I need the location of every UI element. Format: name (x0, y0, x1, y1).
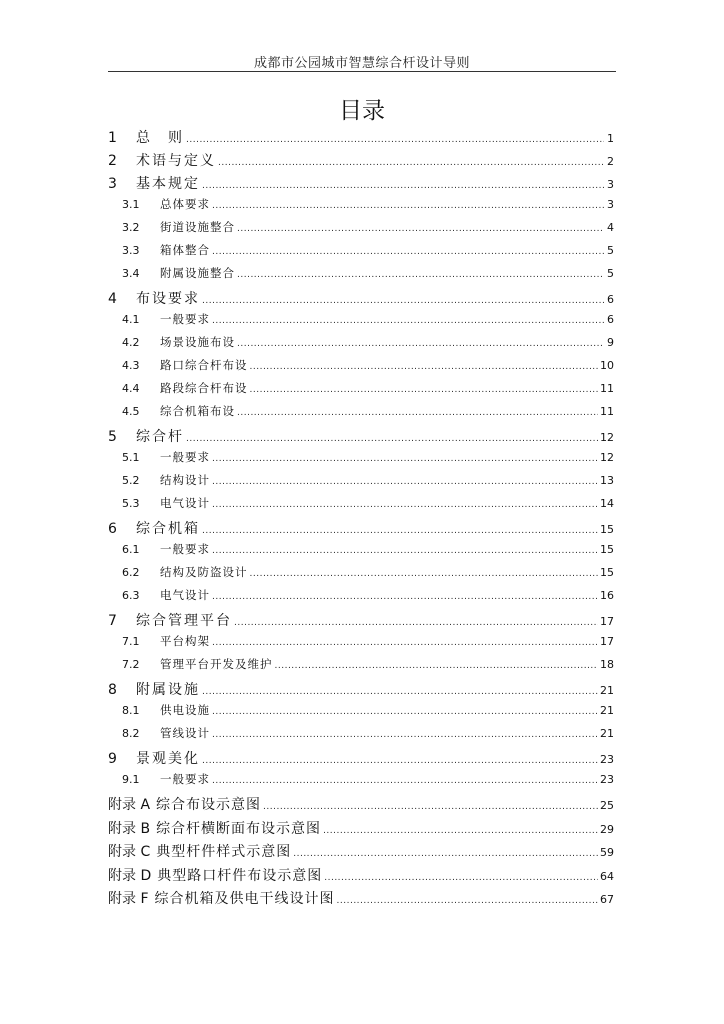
toc-entry-title: 一般要求 (160, 450, 210, 464)
toc-entry-number: 附录 B (108, 820, 151, 837)
dot-leader (337, 896, 598, 906)
toc-entry-page-number: 13 (600, 474, 614, 487)
toc-entry[interactable] (108, 219, 614, 242)
toc-entry[interactable] (108, 173, 614, 196)
dot-leader (212, 707, 598, 717)
toc-entry-number: 4.2 (122, 336, 140, 349)
toc-entry-page-number: 23 (600, 753, 614, 766)
toc-entry-number: 3.1 (122, 198, 140, 211)
dot-leader (263, 802, 598, 812)
table-of-contents (108, 127, 614, 912)
dot-leader (250, 569, 599, 579)
toc-entry-number: 3.2 (122, 221, 140, 234)
toc-entry-title: 电气设计 (160, 588, 210, 602)
dot-leader (202, 181, 604, 191)
toc-entry[interactable] (108, 403, 614, 426)
toc-entry[interactable] (108, 380, 614, 403)
toc-entry-number: 4.4 (122, 382, 140, 395)
toc-entry[interactable] (108, 265, 614, 288)
toc-entry-title: 综合机箱 (136, 521, 200, 537)
toc-entry-page-number: 2 (607, 155, 614, 168)
toc-entry-number: 8.1 (122, 704, 140, 717)
dot-leader (237, 408, 598, 418)
toc-entry-page-number: 10 (600, 359, 614, 372)
toc-entry-title: 附属设施 (136, 682, 200, 698)
toc-entry-title: 箱体整合 (160, 243, 210, 257)
toc-entry-title: 典型杆件样式示意图 (156, 844, 292, 860)
toc-entry[interactable] (108, 541, 614, 564)
dot-leader (250, 362, 599, 372)
toc-entry-title: 结构及防盗设计 (160, 565, 248, 579)
toc-entry-number: 5.3 (122, 497, 140, 510)
toc-entry-title: 路口综合杆布设 (160, 358, 248, 372)
toc-entry[interactable] (108, 748, 614, 771)
dot-leader (186, 434, 598, 444)
toc-entry-page-number: 29 (600, 822, 614, 836)
toc-entry-number: 3.4 (122, 267, 140, 280)
toc-entry[interactable] (108, 518, 614, 541)
toc-entry-title: 典型路口杆件布设示意图 (157, 867, 323, 884)
toc-entry[interactable] (108, 150, 614, 173)
toc-entry-page-number: 3 (607, 178, 614, 191)
toc-entry-page-number: 15 (600, 566, 614, 579)
toc-entry[interactable] (108, 357, 614, 380)
toc-entry-title: 综合机箱及供电干线设计图 (154, 891, 335, 907)
toc-entry-title: 平台构架 (160, 634, 210, 648)
running-header: 成都市公园城市智慧综合杆设计导则 (253, 56, 470, 71)
toc-entry-page-number: 21 (600, 684, 614, 697)
toc-entry[interactable] (108, 288, 614, 311)
toc-entry-title: 布设要求 (136, 291, 200, 307)
toc-entry[interactable] (108, 472, 614, 495)
toc-entry[interactable] (108, 242, 614, 265)
dot-leader (186, 135, 604, 145)
toc-entry-number: 附录 F (108, 891, 149, 907)
toc-entry-number: 6 (108, 521, 117, 537)
toc-heading: 目录 (339, 98, 385, 124)
toc-entry-page-number: 21 (600, 704, 614, 717)
toc-entry-title: 管理平台开发及维护 (160, 657, 273, 671)
toc-entry-number: 4.1 (122, 313, 140, 326)
toc-entry-title: 场景设施布设 (160, 335, 235, 349)
toc-entry[interactable] (108, 633, 614, 656)
toc-entry-number: 9.1 (122, 773, 140, 786)
toc-entry-page-number: 18 (600, 658, 614, 671)
dot-leader (212, 477, 598, 487)
toc-entry-title: 路段综合杆布设 (160, 381, 248, 395)
toc-entry[interactable] (108, 888, 614, 912)
toc-entry[interactable] (108, 311, 614, 334)
dot-leader (212, 500, 598, 510)
dot-leader (202, 526, 598, 536)
toc-entry-title: 一般要求 (160, 312, 210, 326)
toc-entry[interactable] (108, 656, 614, 679)
toc-entry-number: 2 (108, 153, 117, 169)
toc-entry-page-number: 12 (600, 431, 614, 444)
header-divider (108, 71, 616, 72)
toc-entry-page-number: 11 (600, 405, 614, 418)
toc-entry-number: 9 (108, 751, 117, 767)
dot-leader (237, 224, 604, 234)
toc-entry-page-number: 12 (600, 451, 614, 464)
dot-leader (212, 316, 604, 326)
toc-entry[interactable] (108, 818, 614, 842)
dot-leader (202, 687, 598, 697)
toc-entry-number: 3 (108, 176, 117, 192)
toc-entry[interactable] (108, 495, 614, 518)
toc-entry[interactable] (108, 865, 614, 889)
toc-entry-page-number: 15 (600, 543, 614, 556)
toc-entry-page-number: 67 (600, 893, 614, 906)
toc-entry-title: 总 则 (136, 130, 184, 146)
toc-entry-title: 一般要求 (160, 542, 210, 556)
toc-entry[interactable] (108, 679, 614, 702)
toc-entry-page-number: 11 (600, 382, 614, 395)
dot-leader (275, 661, 599, 671)
toc-entry-number: 3.3 (122, 244, 140, 257)
toc-entry-number: 4 (108, 291, 117, 307)
dot-leader (212, 730, 598, 740)
dot-leader (250, 385, 599, 395)
toc-entry-title: 供电设施 (160, 703, 210, 717)
toc-entry-number: 7.2 (122, 658, 140, 671)
dot-leader (212, 546, 598, 556)
toc-entry-page-number: 15 (600, 523, 614, 536)
toc-entry-page-number: 6 (607, 293, 614, 306)
toc-entry-title: 街道设施整合 (160, 220, 235, 234)
toc-entry-number: 8.2 (122, 727, 140, 740)
toc-entry-title: 管线设计 (160, 726, 210, 740)
toc-entry-page-number: 6 (607, 313, 614, 326)
toc-entry-title: 总体要求 (160, 197, 210, 211)
toc-entry-number: 5.1 (122, 451, 140, 464)
toc-entry-page-number: 64 (600, 869, 614, 883)
toc-entry[interactable] (108, 449, 614, 472)
toc-entry-title: 综合杆横断面布设示意图 (156, 820, 322, 837)
toc-entry-title: 结构设计 (160, 473, 210, 487)
dot-leader (202, 296, 604, 306)
toc-entry-title: 综合布设示意图 (156, 797, 262, 813)
toc-entry[interactable] (108, 127, 614, 150)
toc-entry-number: 8 (108, 682, 117, 698)
toc-entry-title: 术语与定义 (136, 153, 216, 169)
dot-leader (212, 247, 604, 257)
toc-entry-page-number: 5 (607, 267, 614, 280)
toc-entry-number: 7.1 (122, 635, 140, 648)
toc-entry[interactable] (108, 564, 614, 587)
toc-entry[interactable] (108, 196, 614, 219)
dot-leader (212, 776, 598, 786)
toc-entry[interactable] (108, 334, 614, 357)
dot-leader (237, 339, 604, 349)
toc-entry-number: 5 (108, 429, 117, 445)
toc-entry-number: 5.2 (122, 474, 140, 487)
toc-entry-title: 电气设计 (160, 496, 210, 510)
toc-entry-number: 6.2 (122, 566, 140, 579)
toc-entry-page-number: 21 (600, 727, 614, 740)
dot-leader (234, 618, 598, 628)
toc-entry-number: 6.1 (122, 543, 140, 556)
dot-leader (324, 873, 598, 883)
dot-leader (218, 158, 604, 168)
toc-entry-page-number: 25 (600, 799, 614, 812)
dot-leader (212, 592, 598, 602)
toc-entry-page-number: 59 (600, 846, 614, 859)
toc-entry-page-number: 23 (600, 773, 614, 786)
toc-entry-page-number: 5 (607, 244, 614, 257)
toc-entry-page-number: 17 (600, 635, 614, 648)
toc-entry-title: 综合管理平台 (136, 613, 232, 629)
toc-entry[interactable] (108, 841, 614, 865)
toc-entry-page-number: 1 (607, 132, 614, 145)
toc-entry[interactable] (108, 702, 614, 725)
toc-entry-page-number: 14 (600, 497, 614, 510)
dot-leader (293, 849, 598, 859)
toc-entry-page-number: 3 (607, 198, 614, 211)
toc-entry-title: 综合机箱布设 (160, 404, 235, 418)
toc-entry-title: 综合杆 (136, 429, 184, 445)
dot-leader (212, 638, 598, 648)
toc-entry[interactable] (108, 725, 614, 748)
dot-leader (323, 826, 598, 836)
toc-entry-title: 一般要求 (160, 772, 210, 786)
toc-entry-page-number: 16 (600, 589, 614, 602)
toc-entry-number: 6.3 (122, 589, 140, 602)
toc-entry-number: 附录 C (108, 844, 151, 860)
toc-entry-number: 7 (108, 613, 117, 629)
toc-entry[interactable] (108, 771, 614, 794)
toc-entry-page-number: 4 (607, 221, 614, 234)
toc-entry[interactable] (108, 587, 614, 610)
dot-leader (212, 201, 604, 211)
toc-entry-title: 附属设施整合 (160, 266, 235, 280)
dot-leader (212, 454, 598, 464)
toc-entry-number: 附录 D (108, 867, 152, 884)
toc-entry[interactable] (108, 610, 614, 633)
dot-leader (202, 756, 598, 766)
dot-leader (237, 270, 604, 280)
toc-entry-number: 1 (108, 130, 117, 146)
toc-entry-page-number: 17 (600, 615, 614, 628)
toc-entry-title: 基本规定 (136, 176, 200, 192)
toc-entry-number: 4.3 (122, 359, 140, 372)
toc-entry-title: 景观美化 (136, 751, 200, 767)
toc-entry-number: 附录 A (108, 797, 151, 813)
toc-entry-number: 4.5 (122, 405, 140, 418)
toc-entry[interactable] (108, 794, 614, 818)
toc-entry[interactable] (108, 426, 614, 449)
toc-entry-page-number: 9 (607, 336, 614, 349)
